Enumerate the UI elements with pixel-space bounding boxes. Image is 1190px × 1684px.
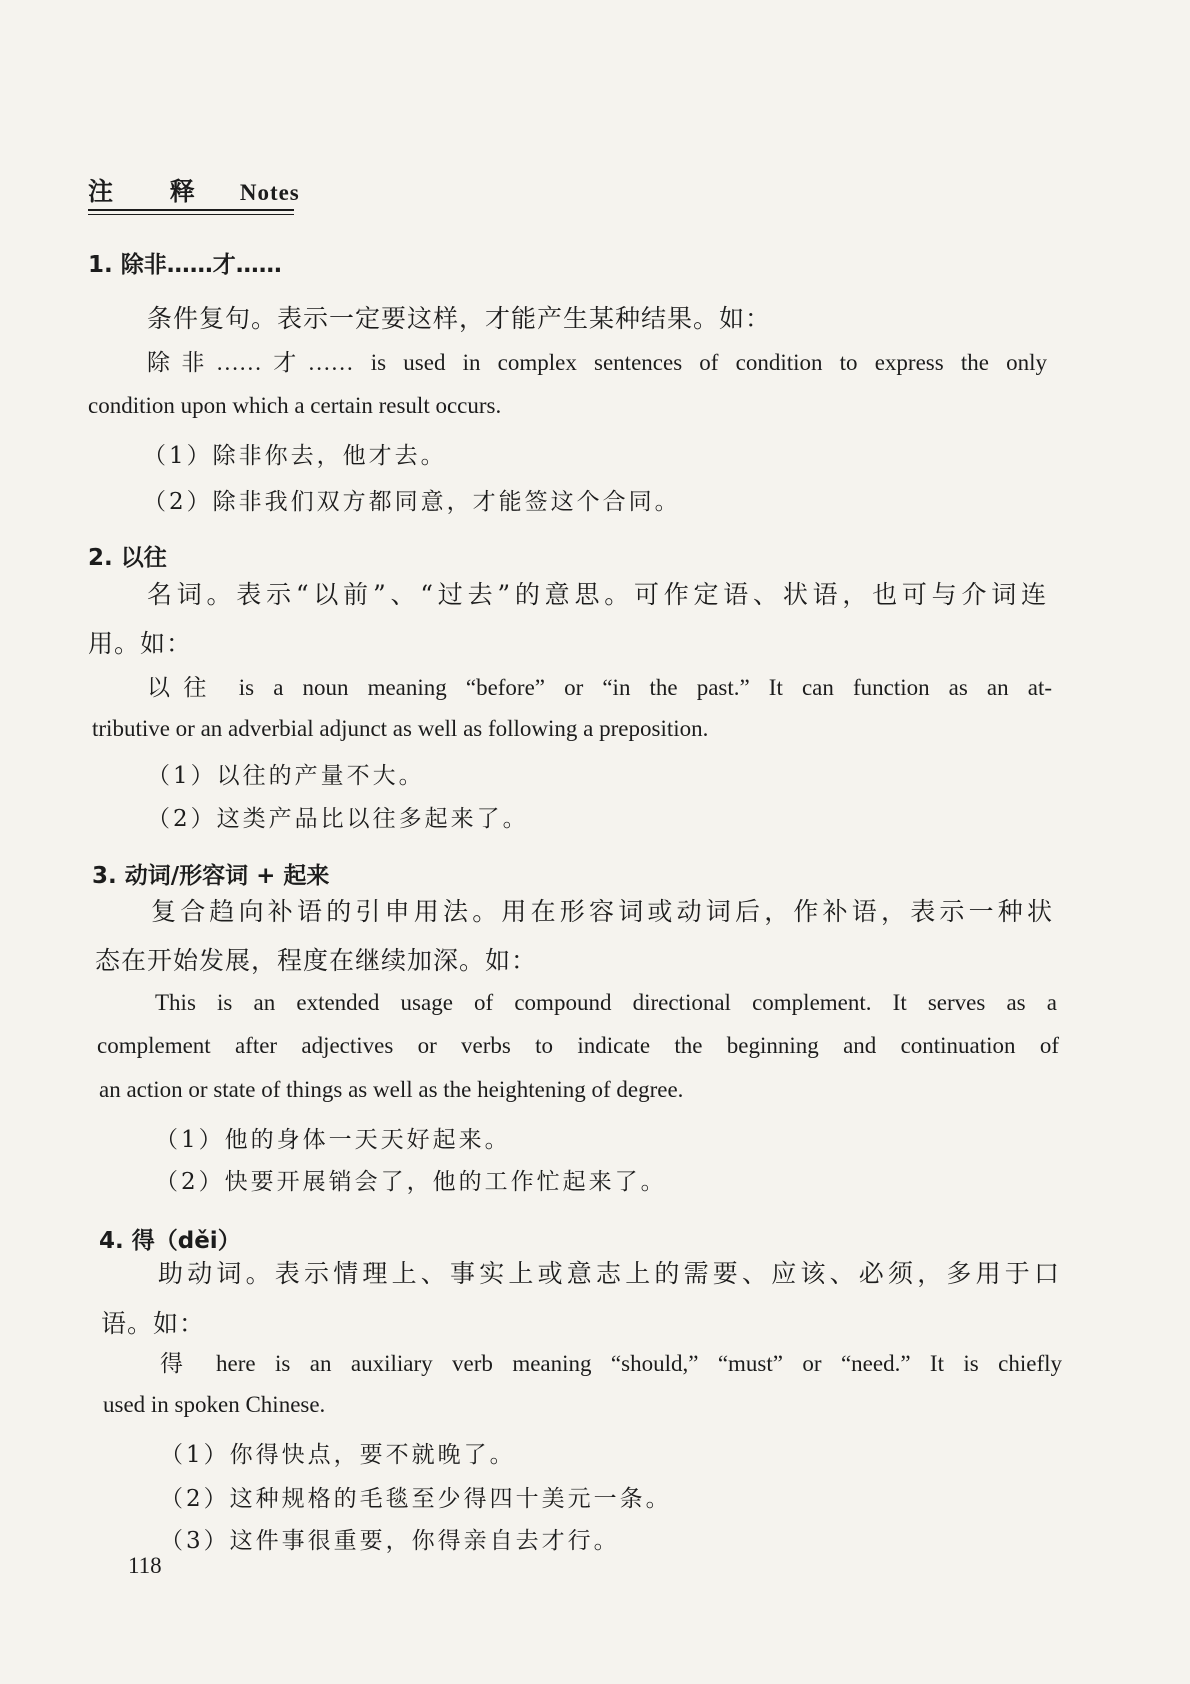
note-4-example-2: （2）这种规格的毛毯至少得四十美元一条。 <box>160 1486 672 1512</box>
note-1-example-2: （2）除非我们双方都同意，才能签这个合同。 <box>143 489 681 515</box>
note-4-heading: 4. 得（děi） <box>99 1228 241 1254</box>
note-1-explanation-en-line-1: 除非……才…… is used in complex sentences of condition to express the only <box>147 350 1047 375</box>
note-1-explanation-en-line-2: condition upon which a certain result occurs. <box>88 393 502 418</box>
note-3-example-2: （2）快要开展销会了，他的工作忙起来了。 <box>155 1169 667 1195</box>
note-2-explanation-en-line-2: tributive or an adverbial adjunct as well as following a preposition. <box>92 716 709 741</box>
note-2-heading: 2. 以往 <box>88 545 167 571</box>
note-4-explanation-zh-line-1: 助动词。表示情理上、事实上或意志上的需要、应该、必须，多用于口 <box>158 1259 1060 1288</box>
note-3-explanation-zh-line-2: 态在开始发展，程度在继续加深。如： <box>95 946 538 975</box>
page-number: 118 <box>128 1553 162 1578</box>
note-2-explanation-zh-line-1: 名词。表示“以前”、“过去”的意思。可作定语、状语，也可与介词连 <box>147 580 1047 609</box>
note-3-explanation-zh-line-1: 复合趋向补语的引申用法。用在形容词或动词后，作补语，表示一种状 <box>151 897 1053 926</box>
note-4-explanation-en-line-2: used in spoken Chinese. <box>103 1392 326 1417</box>
note-1-example-1: （1）除非你去，他才去。 <box>143 443 447 469</box>
section-title <box>88 172 300 208</box>
section-title-en: Notes <box>239 180 300 205</box>
note-4-explanation-en-line-1: 得 here is an auxiliary verb meaning “should,” “must” or “need.” It is chiefly <box>160 1351 1062 1376</box>
note-3-example-1: （1）他的身体一天天好起来。 <box>155 1127 511 1153</box>
note-4-explanation-zh-line-2: 语。如： <box>101 1309 206 1338</box>
note-3-explanation-en-line-3: an action or state of things as well as the heightening of degree. <box>99 1077 684 1102</box>
note-1-heading: 1. 除非……才…… <box>88 252 282 278</box>
title-underline-secondary <box>88 214 294 215</box>
section-title-zh: 注 释 <box>88 177 219 206</box>
note-2-example-2: （2）这类产品比以往多起来了。 <box>147 806 529 832</box>
note-2-explanation-zh-line-2: 用。如： <box>88 629 193 658</box>
note-4-example-1: （1）你得快点，要不就晚了。 <box>160 1442 516 1468</box>
note-3-explanation-en-line-1: This is an extended usage of compound directional complement. It serves as a <box>155 990 1057 1015</box>
note-4-example-3: （3）这件事很重要，你得亲自去才行。 <box>160 1528 620 1554</box>
note-2-explanation-en-line-1: 以往 is a noun meaning “before” or “in the past.” It can function as an at- <box>147 675 1052 700</box>
note-2-example-1: （1）以往的产量不大。 <box>147 763 425 789</box>
note-1-explanation-zh: 条件复句。表示一定要这样，才能产生某种结果。如： <box>147 304 772 333</box>
title-underline <box>88 209 294 211</box>
note-3-explanation-en-line-2: complement after adjectives or verbs to indicate the beginning and continuation of <box>97 1033 1059 1058</box>
note-3-heading: 3. 动词/形容词 + 起来 <box>92 863 330 889</box>
